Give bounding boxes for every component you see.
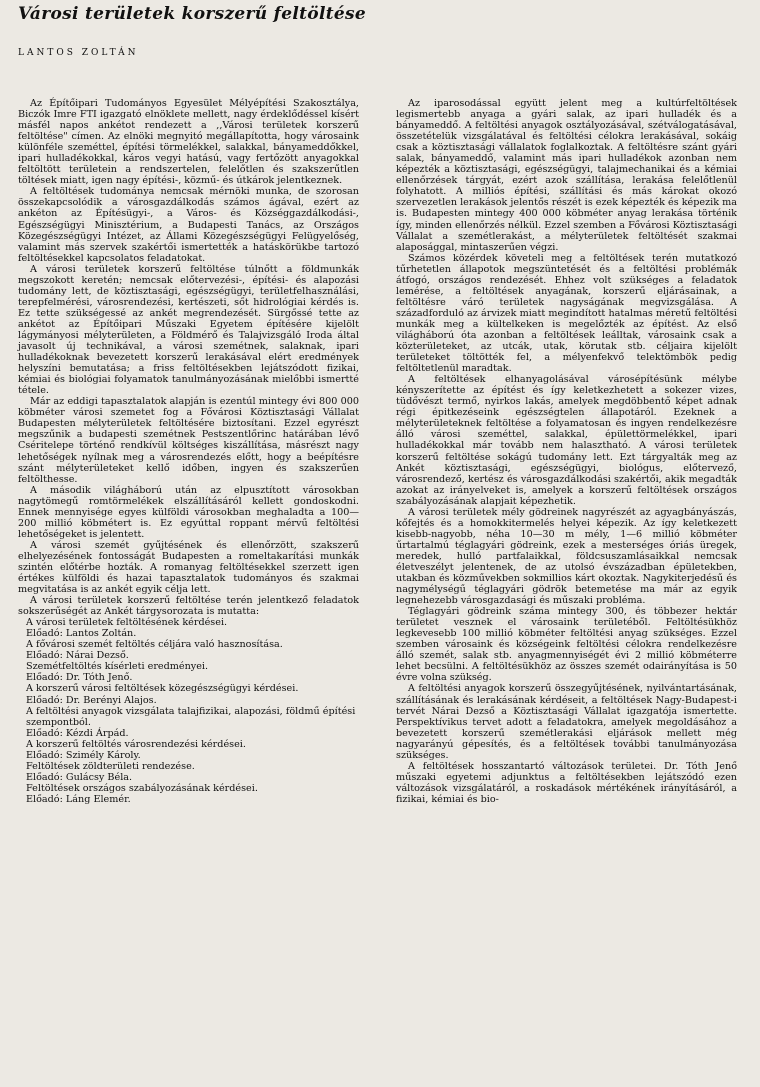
paragraph: A feltöltések hosszantartó változások területei. Dr. Tóth Jenő műszaki egyetemi adjunktus a feltöltésekben lejátszódó ezen változások vizsgálatáról, a roskadások mértékének irányításáról, a fizikai, kémiai és bio- — [396, 760, 737, 805]
paragraph: A feltöltések elhanyagolásával városépítésünk mélybe kényszerítette az építést és így keletkezhetett a sokezer vizes, tüdővészt termő, nyirkos lakás, amelyek megdöbbentő képet adnak régi épitkezéseink egészségtelen állapotáról. Ezeknek a mélyterületeknek feltöltése a folyamatosan és ingyen rendelkezésre álló városi szeméttel, salakkal, épülettörmelékkel, ipari hulladékokkal már tovább nem halasztható. A városi területek korszerű feltöltése sokágú tudomány lett. Ezt tárgyalták meg az Ankét köztisztasági, egészségügyi, biológus, előtervező, városrendező, kertész és városgazdálkodási szakértői, akik megadták azokat az irányelveket is, amelyek a korszerű feltöltések országos szabályozásának alapjait képezhetik. — [396, 374, 737, 507]
program-speaker: Előadó: Dr. Berényi Alajos. — [26, 694, 157, 706]
paragraph: Az iparosodással együtt jelent meg a kultúrfeltöltések legismertebb anyaga a gyári salak, az ipari hulladék és a bányameddő. A feltöltési anyagok osztályozásával, szétválogatásával, összetételük vizsgálatával és feltöltési célokra lerakásával, sokáig csak a köztisztasági vállalatok foglalkoztak. A feltöltésre szánt gyári salak, bányameddő, valamint más ipari hulladékok azonban nem képezték a köztisztasági, egészségügyi, talajmechanikai és a kémiai ellenőrzések tárgyát, ezért azok szállítása, lerakása felelőtlenül folyhatott. A milliós építési, szállítási és más károkat okozó szervezetlen lerakások jelentős részét is ezek képezték és képezik ma is. Budapesten mintegy 400 000 köbméter anyag lerakása történik így, minden ellenőrzés nélkül. Ezzel szemben a Fővárosi Köztisztasági Vállalat a szemétlerakást, a mélyterületek feltöltését szakmai alaposággal, mintaszerűen végzi. — [396, 98, 737, 253]
program-speaker: Előadó: Kézdi Árpád. — [26, 727, 129, 739]
program-speaker: Előadó: Nárai Dezső. — [26, 650, 129, 662]
program-speaker: Előadó: Szimély Károly. — [26, 749, 141, 761]
program-speaker: Előadó: Gulácsy Béla. — [26, 771, 133, 783]
paragraph: A városi területek korszerű feltöltése terén jelentkező feladatok sokszerűségét az Ankét tárgysorozata is mutatta: — [18, 595, 359, 618]
program-speaker: Előadó: Láng Elemér. — [26, 793, 131, 805]
paragraph: Számos közérdek követeli meg a feltöltések terén mutatkozó tűrhetetlen állapotok megszüntetését és a feltöltési problémák átfogó, országos rendezését. Ehhez volt szükséges a feladatok lemérése, a feltöltések anyagának, korszerű eljárásainak, a feltöltésre váró területek nagyságának megvizsgálása. A századforduló az árvizek miatt megindított hatalmas méretű feltöltési munkák meg a kültelkeken is megelőzték az építést. Az első világháború óta azonban a feltöltések leálltak, városaink csak a közterületeket, az utcák, utak, körutak stb. céljaira kijelölt területeket töltötték fel, a mélyenfekvő telektömbök pedig feltöltetlenül maradtak. — [396, 252, 737, 375]
paragraph: A feltöltések tudománya nemcsak mérnöki munka, de szorosan összekapcsolódik a városgazdálkodás számos ágával, ezért az ankéton az Építésügyi-, a Város- és Községgazdálkodási-, Egészségügyi Minisztérium, a Budapesti Tanács, az Országos Közegészségügyi Intézet, az Állami Közegészségügyi Felügyelőség, valamint más szervek szakértői ismertették a hatáskörükbe tartozó feltöltésekkel kapcsolatos feladatokat. — [18, 186, 359, 264]
program-topic: A fővárosi szemét feltöltés céljára való hasznosítása. — [26, 639, 283, 651]
paragraph: Téglagyári gödreink száma mintegy 300, és többezer hektár területet vesznek el városaink területéből. Feltöltésükhöz legkevesebb 100 millió köbméter feltöltési anyag szükséges. Ezzel szemben városaink és községeink feltöltési célokra rendelkezésre álló szemét, salak stb. anyagmennyiségét évi 2 millió köbméterre lehet becsülni. A feltöltésükhöz az összes szemét odairányítása is 50 évre volna szükség. — [396, 606, 737, 684]
paragraph: A második világháború után az elpusztított városokban nagytömegű romtörmelékek elszállításáról kellett gondoskodni. Ennek mennyisége egyes külföldi városokban meghaladta a 100—200 millió köbmétert is. Ez egyúttal roppant mérvű feltöltési lehetőségeket is jelentett. — [18, 484, 359, 540]
program-topic: Feltöltések zöldterületi rendezése. — [26, 760, 195, 772]
program-topic: A feltöltési anyagok vizsgálata talajfizikai, alapozási, földmű építési szempontból. — [26, 705, 356, 728]
program-speaker: Előadó: Dr. Tóth Jenő. — [26, 672, 133, 684]
article-title: Városi területek korszerű feltöltése — [18, 4, 366, 24]
program-topic: Feltöltések országos szabályozásának kérdései. — [26, 782, 258, 794]
program-topic: Szemétfeltöltés kísérleti eredményei. — [26, 661, 209, 673]
paragraph: A városi területek korszerű feltöltése túlnőtt a földmunkák megszokott keretén; nemcsak előtervezési-, építési- és alapozási tudomány lett, de köztisztasági, egészségügyi, területfelhasználási, terepfelmérési, városrendezési, kertészeti, sőt hidrológiai kérdés is. Ez tette szükségessé az ankét megrendezését. Sürgőssé tette az ankétot az Építőipari Műszaki Egyetem építésére kijelölt lágymányosi mélyterületen, a Földmérő és Talajvizsgáló Iroda által javasolt új technikával, a városi szemétnek, salaknak, ipari hulladékoknak bevezetett korszerű lerakásával elért eredmények helyszíni bemutatása; a friss feltöltésekben lejátszódott fizikai, kémiai és biológiai folyamatok tanulmányozásának mielőbbi ismertté tétele. — [18, 263, 359, 397]
program-speaker: Előadó: Lantos Zoltán. — [26, 628, 137, 640]
program-topic: A városi területek feltöltésének kérdései. — [26, 617, 228, 629]
program-list — [18, 617, 359, 805]
program-topic: A korszerű feltöltés városrendezési kérdései. — [26, 738, 246, 750]
paragraph: A városi területek mély gödreinek nagyrészét az agyagbányászás, kőfejtés és a homokkitermelés helyei képezik. Az így keletkezett kisebb-nagyobb, néha 10—30 m mély, 1—6 millió köbméter űrtartalmú téglagyári gödreink, ezek a mesterséges óriás üregek, meredek, hulló partfalaikkal, földcsuszamlásaikkal nemcsak életveszélyt jelentenek, de az utolsó évszázadban épületekben, utakban és közművekben sokmillios kárt okoztak. Nagykiterjedésű és nagymélységű téglagyári gödrök betemetése ma már az egyik legnehezebb városgazdasági és műszaki probléma. — [396, 506, 737, 607]
paragraph: Már az eddigi tapasztalatok alapján is ezentúl mintegy évi 800 000 köbméter városi szemetet fog a Fővárosi Köztisztasági Vállalat Budapesten mélyterületek feltöltésére biztosítani. Ezzel egyrészt megszűnik a budapesti szemétnek Pestszentlőrinc határában lévő Csériteleре történő rendkívül költséges kiszállítása, másrészt nagy lehetőségek nyílnak meg a városrendezés előtt, hogy a beépítésre szánt mélyterületeket kellő időben, ingyen és szakszerűen feltölthesse. — [18, 396, 359, 485]
paragraph: A feltöltési anyagok korszerű összegyűjtésének, nyilvántartásának, szállításának és lerakásának kérdéseit, a feltöltések Nagy-Budapest-i tervét Nárai Dezső a Köztisztasági Vállalat igazgatója ismertette. Perspektívikus tervet adott a feladatokra, amelyek megoldásához a bevezetett korszerű szemétlerakási eljárások mellett még nagyarányú gépesítés, és a feltöltések további tanulmányozása szükséges. — [396, 683, 737, 761]
left-column — [18, 98, 359, 805]
paragraph: Az Építőipari Tudományos Egyesület Mélyépítési Szakosztálya, Biczók Imre FTI igazgató elnöklete mellett, nagy érdeklődéssel kísért másfél napos ankétot rendezett a ,,Városi területek korszerű feltöltése" címen. Az elnöki megnyitó megállapította, hogy városaink különféle szeméttel, építési törmelékkel, salakkal, bányameddőkkel, ipari hulladékokkal, káros vegyi hatású, vagy fertőzött anyagokkal feltöltött területein a rendszertelen, felelőtlen és szakszerűtlen töltések miatt, igen nagy építési-, közmű- és útkárok jelentkeznek. — [18, 98, 359, 187]
article-author: LANTOS ZOLTÁN — [18, 48, 139, 58]
program-topic: A korszerű városi feltöltések közegészségügyi kérdései. — [26, 683, 299, 695]
right-column — [396, 98, 737, 805]
paragraph: A városi szemét gyűjtésének és ellenőrzött, szakszerű elhelyezésének fontosságát Budapesten a romeltakarítási munkák szintén előtérbe hozták. A romanyag feltöltésekkel szerzett igen értékes külföldi és hazai tapasztalatok tudományos és szakmai megvitatása is az ankét egyik célja lett. — [18, 539, 359, 596]
